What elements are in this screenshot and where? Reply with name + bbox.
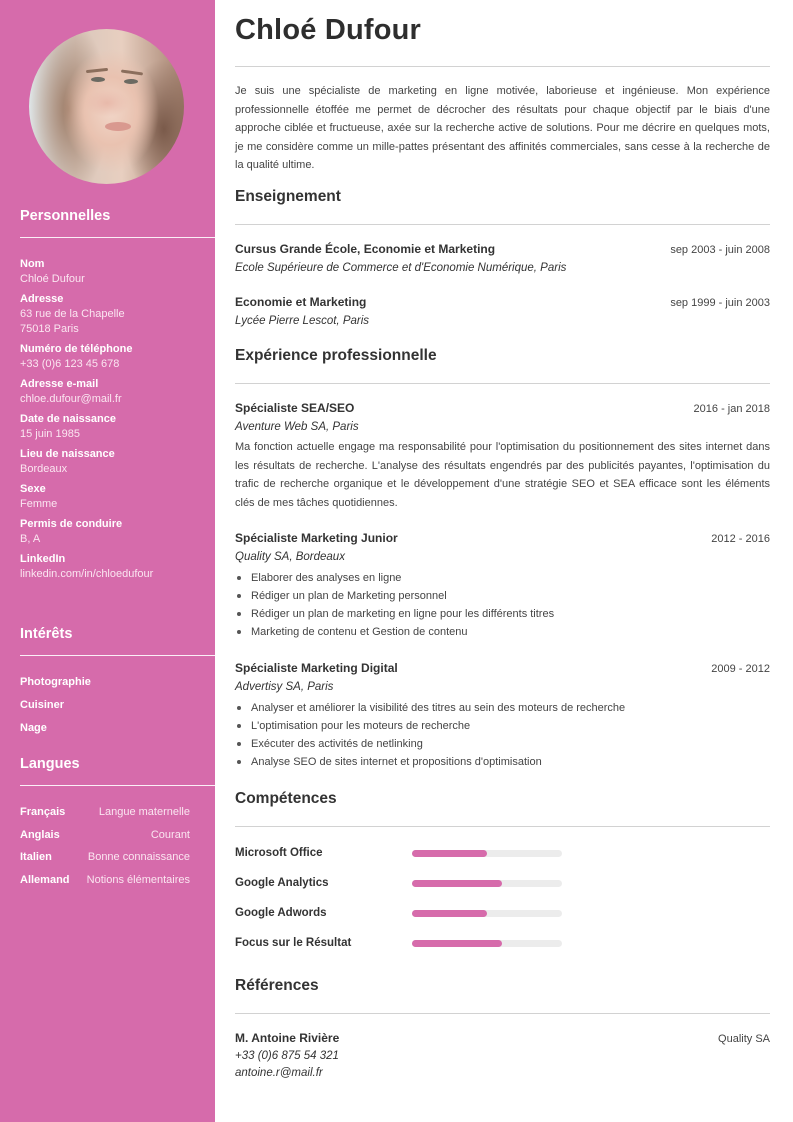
photo-detail: [86, 68, 108, 73]
interest-item: Photographie: [20, 676, 91, 688]
degree-title: Cursus Grande École, Economie et Marketing: [235, 242, 496, 256]
task-item: Rédiger un plan de marketing en ligne pour les différents titres: [235, 605, 770, 623]
section-divider: [235, 383, 770, 384]
info-label: Lieu de naissance: [20, 448, 115, 460]
skill-level-fill: [412, 850, 487, 857]
photo-detail: [124, 79, 138, 84]
main-content: [215, 0, 793, 1122]
skill-level-fill: [412, 910, 487, 917]
skill-level-fill: [412, 940, 502, 947]
info-value: Femme: [20, 498, 58, 510]
info-birthplace: [20, 447, 205, 477]
school-name: Ecole Supérieure de Commerce et d'Economie Numérique, Paris: [235, 262, 567, 274]
info-label: Permis de conduire: [20, 518, 123, 530]
profile-summary: Je suis une spécialiste de marketing en ligne motivée, laborieuse et ingénieuse. Mon expérience professionnelle étoffée me permet de décrocher des résultats pour chaque objectif par le biais d'une approche ciblée et fructueuse, axée sur la recherche active de solutions. Pour me décrire en quelques mots, je me considère comme un mille-pattes présentant des affinités commerciales, sans cesse à la recherche de la qualité ultime.: [235, 85, 770, 171]
personal-info-list: [20, 257, 205, 587]
photo-detail: [121, 69, 143, 75]
job-title: Spécialiste Marketing Digital: [235, 661, 398, 675]
info-email: [20, 377, 205, 407]
candidate-name: Chloé Dufour: [235, 14, 422, 46]
job-title: Spécialiste SEA/SEO: [235, 401, 355, 415]
profile-photo: [29, 29, 184, 184]
task-item: Exécuter des activités de netlinking: [235, 735, 770, 753]
language-level: Courant: [150, 828, 190, 841]
skill-row: [235, 874, 770, 892]
task-item: Analyse SEO de sites internet et propositions d'optimisation: [235, 753, 770, 771]
languages-list: [20, 805, 190, 895]
info-label: Adresse: [20, 293, 64, 305]
info-value: 63 rue de la Chapelle: [20, 308, 125, 320]
job-description: Ma fonction actuelle engage ma responsabilité pour l'optimisation du positionnement des sites internet dans les résultats de recherche. L'analyse des résultats engendrés par des publicités payantes, l'optimisation du trafic de recherche organique et le développement d'une stratégie SEO et SEA efficace sont les éléments clés de mes tâches quotidiennes.: [235, 441, 770, 509]
interest-item: Nage: [20, 722, 47, 734]
company-name: Aventure Web SA, Paris: [235, 421, 359, 433]
info-label: Sexe: [20, 483, 46, 495]
entry-date: 2016 - jan 2018: [693, 403, 770, 415]
reference-email[interactable]: antoine.r@mail.fr: [235, 1067, 323, 1079]
skills-section-title: Compétences: [235, 790, 337, 807]
references-section-title: Références: [235, 977, 319, 994]
job-tasks: [235, 569, 770, 641]
info-value: Bordeaux: [20, 463, 68, 475]
skill-level-bar: [412, 910, 562, 917]
job-tasks: [235, 699, 770, 771]
skill-level-bar: [412, 940, 562, 947]
education-entry: [235, 240, 770, 278]
info-label: Nom: [20, 258, 45, 270]
photo-detail: [105, 122, 131, 131]
linkedin-link[interactable]: linkedin.com/in/chloedufour: [20, 568, 154, 580]
skill-name: Google Adwords: [235, 907, 327, 919]
language-level: Bonne connaissance: [87, 851, 190, 863]
info-value: 75018 Paris: [20, 323, 79, 335]
language-level: Langue maternelle: [98, 806, 190, 818]
language-row: [20, 828, 190, 851]
section-divider: [20, 785, 215, 786]
experience-entry: [235, 399, 770, 512]
skill-name: Google Analytics: [235, 877, 329, 889]
experience-section-title: Expérience professionnelle: [235, 347, 437, 364]
entry-date: 2012 - 2016: [711, 533, 770, 545]
interest-item: Cuisiner: [20, 699, 65, 711]
company-name: Advertisy SA, Paris: [235, 681, 334, 693]
info-label: LinkedIn: [20, 553, 66, 565]
skill-row: [235, 844, 770, 862]
sidebar: [0, 0, 215, 1122]
reference-company: Quality SA: [718, 1033, 770, 1045]
info-phone: [20, 342, 205, 372]
header-divider: [235, 66, 770, 67]
section-divider: [235, 1013, 770, 1014]
info-value: Chloé Dufour: [20, 273, 85, 285]
company-name: Quality SA, Bordeaux: [235, 551, 345, 563]
experience-entry: [235, 529, 770, 641]
education-entry: [235, 293, 770, 331]
language-row: [20, 873, 190, 896]
skill-level-fill: [412, 880, 502, 887]
interests-section-title: Intérêts: [20, 626, 73, 642]
info-gender: [20, 482, 205, 512]
education-section-title: Enseignement: [235, 188, 341, 205]
info-label: Numéro de téléphone: [20, 343, 133, 355]
skill-row: [235, 934, 770, 952]
task-item: L'optimisation pour les moteurs de recherche: [235, 717, 770, 735]
entry-date: 2009 - 2012: [711, 663, 770, 675]
skill-level-bar: [412, 880, 562, 887]
skill-row: [235, 904, 770, 922]
reference-entry: [235, 1029, 770, 1082]
task-item: Rédiger un plan de Marketing personnel: [235, 587, 770, 605]
task-item: Marketing de contenu et Gestion de contenu: [235, 623, 770, 641]
section-divider: [235, 224, 770, 225]
info-value: B, A: [20, 533, 41, 545]
info-value: chloe.dufour@mail.fr: [20, 393, 122, 405]
reference-name: M. Antoine Rivière: [235, 1031, 340, 1045]
language-name: Français: [20, 806, 66, 818]
degree-title: Economie et Marketing: [235, 295, 367, 309]
photo-detail: [91, 77, 105, 82]
task-item: Analyser et améliorer la visibilité des titres au sein des moteurs de recherche: [235, 699, 770, 717]
info-address: [20, 292, 205, 337]
info-value: +33 (0)6 123 45 678: [20, 358, 120, 370]
info-birthdate: [20, 412, 205, 442]
reference-phone: +33 (0)6 875 54 321: [235, 1050, 339, 1062]
task-item: Elaborer des analyses en ligne: [235, 569, 770, 587]
info-name: [20, 257, 205, 287]
experience-entry: [235, 659, 770, 771]
skill-name: Microsoft Office: [235, 847, 323, 859]
info-license: [20, 517, 205, 547]
interests-list: [20, 675, 91, 744]
skill-level-bar: [412, 850, 562, 857]
entry-date: sep 2003 - juin 2008: [670, 244, 770, 256]
section-divider: [235, 826, 770, 827]
skill-name: Focus sur le Résultat: [235, 937, 352, 949]
language-name: Allemand: [20, 873, 70, 886]
section-divider: [20, 237, 215, 238]
info-label: Adresse e-mail: [20, 378, 99, 390]
job-title: Spécialiste Marketing Junior: [235, 531, 398, 545]
section-divider: [20, 655, 215, 656]
info-linkedin: [20, 552, 205, 582]
info-label: Date de naissance: [20, 413, 116, 425]
personal-section-title: Personnelles: [20, 208, 111, 224]
language-level: Notions élémentaires: [86, 873, 190, 886]
language-row: [20, 850, 190, 873]
language-name: Italien: [20, 851, 52, 863]
school-name: Lycée Pierre Lescot, Paris: [235, 315, 370, 327]
info-value: 15 juin 1985: [20, 428, 80, 440]
language-row: [20, 805, 190, 828]
entry-date: sep 1999 - juin 2003: [670, 297, 770, 309]
languages-section-title: Langues: [20, 756, 80, 772]
language-name: Anglais: [20, 828, 60, 841]
